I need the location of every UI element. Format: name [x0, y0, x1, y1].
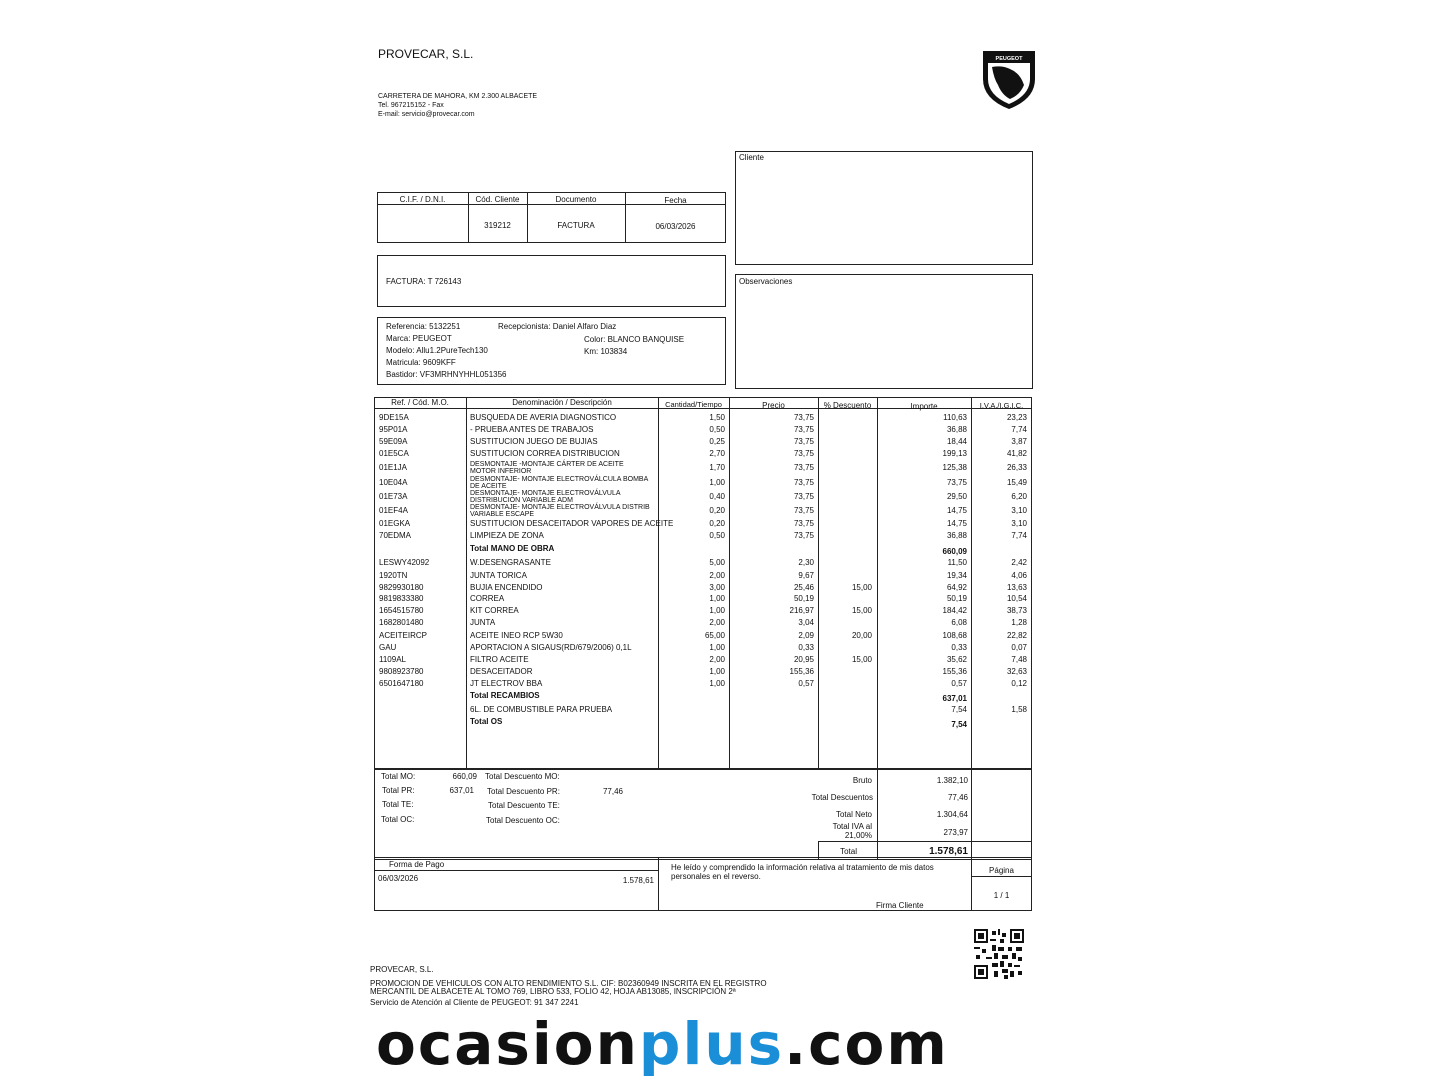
total-mo: 660,09 [452, 772, 477, 781]
total-dmo-label: Total Descuento MO: [485, 772, 560, 781]
cell-iva: 0,07 [1011, 643, 1027, 652]
cell-disc: 20,00 [851, 631, 872, 640]
cell-qty: 2,70 [709, 449, 725, 458]
cell-disc: 15,00 [851, 583, 872, 592]
cell-price: 20,95 [793, 655, 814, 664]
cell-iva: 22,82 [1006, 631, 1027, 640]
cell-desc-line2: DE ACEITE [470, 483, 507, 490]
cell-iva: 3,87 [1011, 437, 1027, 446]
header-iva: I.V.A./I.G.I.C. [979, 401, 1024, 410]
cell-desc: DESMONTAJE- MONTAJE ELECTROVÁLVULA DISTRIB [470, 504, 650, 511]
cell-iva: 2,42 [1011, 558, 1027, 567]
total-mo-label: Total MO: [381, 772, 416, 781]
cell-importe: 36,88 [946, 425, 967, 434]
cell-ref: 1109AL [379, 655, 406, 664]
cell-importe: 14,75 [946, 506, 967, 515]
cell-price: 2,09 [798, 631, 814, 640]
watermark-part-1: ocasion [376, 1010, 639, 1078]
cell-ref: 10E04A [379, 478, 408, 487]
cell-importe: 18,44 [946, 437, 967, 446]
cell-desc: FILTRO ACEITE [470, 655, 529, 664]
qr-code-icon [974, 929, 1024, 979]
bruto: 1.382,10 [936, 776, 968, 785]
cell-iva: 7,74 [1011, 531, 1027, 540]
descuentos: 77,46 [947, 793, 968, 802]
cell-price: 73,75 [793, 478, 814, 487]
km: Km: 103834 [584, 347, 628, 356]
cell-importe: 108,68 [942, 631, 967, 640]
pagina-label: Página [989, 866, 1014, 875]
cell-importe: 125,38 [942, 463, 967, 472]
cell-price: 73,75 [793, 437, 814, 446]
cell-price: 2,30 [798, 558, 814, 567]
cell-importe: 6,08 [951, 618, 967, 627]
cell-importe: 36,88 [946, 531, 967, 540]
cell-price: 155,36 [789, 667, 814, 676]
company-phone: Tel. 967215152 - Fax [378, 102, 444, 109]
cell-desc: - PRUEBA ANTES DE TRABAJOS [470, 425, 594, 434]
cell-ref: 70EDMA [379, 531, 412, 540]
cell-iva: 38,73 [1006, 606, 1027, 615]
cell-qty: 1,00 [709, 478, 725, 487]
cell-iva: 15,49 [1006, 478, 1027, 487]
cell-desc: Total MANO DE OBRA [470, 544, 555, 553]
cell-desc: SUSTITUCION DESACEITADOR VAPORES DE ACEITE [470, 519, 674, 528]
cell-disc: 15,00 [851, 655, 872, 664]
cell-price: 73,75 [793, 492, 814, 501]
cell-ref: 9808923780 [379, 667, 424, 676]
cell-desc: BUJIA ENCENDIDO [470, 583, 543, 592]
cell-importe: 7,54 [951, 720, 967, 729]
cell-desc: DESMONTAJE -MONTAJE CÁRTER DE ACEITE [470, 461, 624, 468]
header-price: Precio [762, 401, 785, 410]
cell-qty: 0,20 [709, 519, 725, 528]
cell-iva: 26,33 [1006, 463, 1027, 472]
cell-desc: ACEITE INEO RCP 5W30 [470, 631, 563, 640]
footer-line-4: Servicio de Atención al Cliente de PEUGEOT: 91 347 2241 [370, 998, 579, 1007]
cell-price: 73,75 [793, 413, 814, 422]
company-name: PROVECAR, S.L. [378, 47, 474, 61]
company-email: E-mail: servicio@provecar.com [378, 111, 475, 118]
cell-importe: 660,09 [942, 547, 967, 556]
cell-importe: 155,36 [942, 667, 967, 676]
cell-price: 216,97 [789, 606, 814, 615]
cell-disc: 15,00 [851, 606, 872, 615]
cell-price: 73,75 [793, 425, 814, 434]
cell-iva: 32,63 [1006, 667, 1027, 676]
cell-iva: 3,10 [1011, 519, 1027, 528]
cell-price: 73,75 [793, 531, 814, 540]
cell-ref: 1920TN [379, 571, 408, 580]
cell-qty: 1,70 [709, 463, 725, 472]
cell-importe: 0,33 [951, 643, 967, 652]
cell-qty: 0,40 [709, 492, 725, 501]
total-dte-label: Total Descuento TE: [488, 801, 560, 810]
cell-desc: DESMONTAJE- MONTAJE ELECTROVÁLCULA BOMBA [470, 476, 649, 483]
cell-importe: 637,01 [942, 694, 967, 703]
factura-number: FACTURA: T 726143 [386, 277, 462, 286]
footer-line-1: PROVECAR, S.L. [370, 965, 434, 974]
cell-qty: 0,20 [709, 506, 725, 515]
total-oc-label: Total OC: [381, 815, 415, 824]
neto: 1.304,64 [936, 810, 968, 819]
cell-desc-line2: VARIABLE ESCAPE [470, 511, 535, 518]
total-iva: 273,97 [943, 828, 968, 837]
cell-price: 73,75 [793, 519, 814, 528]
cell-desc: JUNTA TORICA [470, 571, 527, 580]
descuentos-label: Total Descuentos [811, 793, 873, 802]
cell-ref: 1682801480 [379, 618, 424, 627]
cell-qty: 2,00 [709, 655, 725, 664]
iva-label-1: Total IVA al [832, 822, 872, 831]
cell-desc: DESACEITADOR [470, 667, 533, 676]
header-importe: Importe [910, 402, 938, 411]
privacy-line-1: He leído y comprendido la información relativa al tratamiento de mis datos [671, 863, 934, 872]
cell-iva: 7,74 [1011, 425, 1027, 434]
privacy-line-2: personales en el reverso. [671, 872, 761, 881]
cell-ref: 9819833380 [379, 594, 424, 603]
cell-importe: 11,50 [947, 558, 967, 567]
cell-desc: BUSQUEDA DE AVERIA DIAGNOSTICO [470, 413, 617, 422]
marca: Marca: PEUGEOT [386, 334, 452, 343]
cell-importe: 29,50 [946, 492, 967, 501]
cell-ref: 01E73A [379, 492, 408, 501]
cell-iva: 23,23 [1006, 413, 1027, 422]
cell-qty: 2,00 [709, 618, 725, 627]
bruto-label: Bruto [852, 776, 872, 785]
cliente-box [735, 151, 1033, 265]
recepcionista: Recepcionista: Daniel Alfaro Diaz [498, 322, 617, 331]
total-te-label: Total TE: [382, 800, 414, 809]
cell-qty: 1,00 [709, 594, 725, 603]
cell-iva: 41,82 [1006, 449, 1027, 458]
cliente-label: Cliente [739, 153, 764, 162]
cell-price: 50,19 [793, 594, 814, 603]
cell-desc-line2: DISTRIBUCIÓN VARIABLE ADM [470, 497, 573, 504]
fecha: 06/03/2026 [655, 222, 696, 231]
total-pr: 637,01 [449, 786, 474, 795]
cell-ref: 59E09A [379, 437, 408, 446]
modelo: Modelo: Allu1.2PureTech130 [386, 346, 488, 355]
cell-desc: SUSTITUCION CORREA DISTRIBUCION [470, 449, 620, 458]
cell-qty: 1,00 [709, 606, 725, 615]
color: Color: BLANCO BANQUISE [584, 335, 685, 344]
cell-desc: JT ELECTROV BBA [470, 679, 543, 688]
cell-ref: 01E5CA [379, 449, 409, 458]
cod-cliente: 319212 [484, 221, 511, 230]
header-ref: Ref. / Cód. M.O. [391, 398, 449, 407]
total-label: Total [840, 847, 857, 856]
total-doc-label: Total Descuento OC: [486, 816, 560, 825]
cod-label: Cód. Cliente [475, 195, 520, 204]
cell-ref: 01EF4A [379, 506, 408, 515]
firma-cliente: Firma Cliente [876, 901, 924, 910]
cell-qty: 1,50 [709, 413, 725, 422]
forma-pago-label: Forma de Pago [389, 860, 445, 869]
cell-ref: 6501647180 [379, 679, 424, 688]
payment-date: 06/03/2026 [378, 874, 419, 883]
cell-ref: 9DE15A [379, 413, 409, 422]
footer-line-3: MERCANTIL DE ALBACETE AL TOMO 769, LIBRO 533, FOLIO 42, HOJA AB13085, INSCRIPCIÓN 2ª [370, 987, 736, 996]
cell-desc: W.DESENGRASANTE [470, 558, 551, 567]
cell-ref: 1654515780 [379, 606, 424, 615]
cell-importe: 35,62 [946, 655, 967, 664]
cif-label: C.I.F. / D.N.I. [399, 195, 446, 204]
cell-importe: 64,92 [946, 583, 967, 592]
cell-price: 73,75 [793, 463, 814, 472]
header-disc: % Descuento [823, 401, 872, 410]
grand-total: 1.578,61 [929, 846, 968, 857]
cell-ref: 95P01A [379, 425, 408, 434]
cell-desc: Total RECAMBIOS [470, 691, 540, 700]
cell-price: 9,67 [798, 571, 814, 580]
cell-qty: 0,50 [709, 531, 725, 540]
cell-iva: 3,10 [1011, 506, 1027, 515]
cell-importe: 110,63 [943, 413, 967, 422]
cell-importe: 14,75 [946, 519, 967, 528]
cell-importe: 19,34 [946, 571, 967, 580]
cell-price: 73,75 [793, 506, 814, 515]
cell-qty: 2,00 [709, 571, 725, 580]
bastidor: Bastidor: VF3MRHNYHHL051356 [386, 370, 507, 379]
cell-desc: DESMONTAJE- MONTAJE ELECTROVÁLVULA [470, 490, 621, 497]
cell-desc: SUSTITUCION JUEGO DE BUJIAS [470, 437, 598, 446]
cell-importe: 0,57 [951, 679, 967, 688]
cell-price: 25,46 [793, 583, 814, 592]
cell-qty: 5,00 [709, 558, 725, 567]
cell-qty: 0,25 [709, 437, 725, 446]
matricula: Matricula: 9609KFF [386, 358, 456, 367]
cell-iva: 6,20 [1011, 492, 1027, 501]
cell-importe: 73,75 [946, 478, 967, 487]
cell-desc-line2: MOTOR INFERIOR [470, 468, 532, 475]
iva-label-2: 21,00% [844, 831, 872, 840]
cell-qty: 3,00 [709, 583, 725, 592]
cell-desc: LIMPIEZA DE ZONA [470, 531, 544, 540]
cell-price: 0,33 [798, 643, 814, 652]
documento-label: Documento [555, 195, 597, 204]
total-dpr: 77,46 [602, 787, 623, 796]
referencia: Referencia: 5132251 [386, 322, 461, 331]
cell-iva: 4,06 [1011, 571, 1027, 580]
cell-importe: 184,42 [942, 606, 967, 615]
header-desc: Denominación / Descripción [512, 398, 612, 407]
documento: FACTURA [557, 221, 595, 230]
cell-qty: 1,00 [709, 667, 725, 676]
cell-qty: 0,50 [709, 425, 725, 434]
header-qty: Cantidad/Tiempo [665, 400, 722, 409]
cell-price: 0,57 [798, 679, 814, 688]
total-pr-label: Total PR: [382, 786, 415, 795]
cell-iva: 1,28 [1011, 618, 1027, 627]
cell-qty: 1,00 [709, 643, 725, 652]
cell-desc: CORREA [470, 594, 505, 603]
cell-ref: GAU [379, 643, 397, 652]
cell-ref: ACEITEIRCP [379, 631, 428, 640]
cell-iva: 1,58 [1011, 705, 1027, 714]
cell-ref: 9829930180 [379, 583, 424, 592]
fecha-label: Fecha [664, 196, 687, 205]
cell-desc: KIT CORREA [470, 606, 519, 615]
observaciones-label: Observaciones [739, 277, 793, 286]
cell-iva: 13,63 [1006, 583, 1027, 592]
cell-qty: 65,00 [704, 631, 725, 640]
cell-importe: 50,19 [946, 594, 967, 603]
pagina: 1 / 1 [993, 891, 1010, 900]
watermark-part-2: plus [638, 1010, 785, 1078]
total-dpr-label: Total Descuento PR: [487, 787, 560, 796]
footer-line-2: PROMOCION DE VEHICULOS CON ALTO RENDIMIENTO S.L. CIF: B02360949 INSCRITA EN EL REGISTRO [370, 979, 767, 988]
watermark-part-3: .com [784, 1010, 949, 1078]
cell-price: 3,04 [798, 618, 814, 627]
cell-iva: 0,12 [1011, 679, 1027, 688]
logo-text: PEUGEOT [995, 56, 1023, 62]
cell-desc: JUNTA [470, 618, 496, 627]
cell-ref: LESWY42092 [379, 558, 430, 567]
cell-importe: 199,13 [942, 449, 967, 458]
neto-label: Total Neto [835, 810, 872, 819]
cell-iva: 7,48 [1011, 655, 1027, 664]
cell-importe: 7,54 [951, 705, 967, 714]
payment-amount: 1.578,61 [622, 876, 654, 885]
company-address: CARRETERA DE MAHORA, KM 2.300 ALBACETE [378, 93, 538, 100]
cell-desc: 6L. DE COMBUSTIBLE PARA PRUEBA [470, 705, 613, 714]
cell-desc: APORTACION A SIGAUS(RD/679/2006) 0,1L [470, 643, 632, 652]
observaciones-box [735, 274, 1033, 389]
cell-price: 73,75 [793, 449, 814, 458]
peugeot-logo-icon [980, 49, 1038, 111]
cell-qty: 1,00 [709, 679, 725, 688]
cell-desc: Total OS [470, 717, 503, 726]
cell-ref: 01EGKA [379, 519, 411, 528]
cell-ref: 01E1JA [379, 463, 408, 472]
ocasionplus-watermark [376, 1008, 949, 1080]
cell-iva: 10,54 [1006, 594, 1027, 603]
